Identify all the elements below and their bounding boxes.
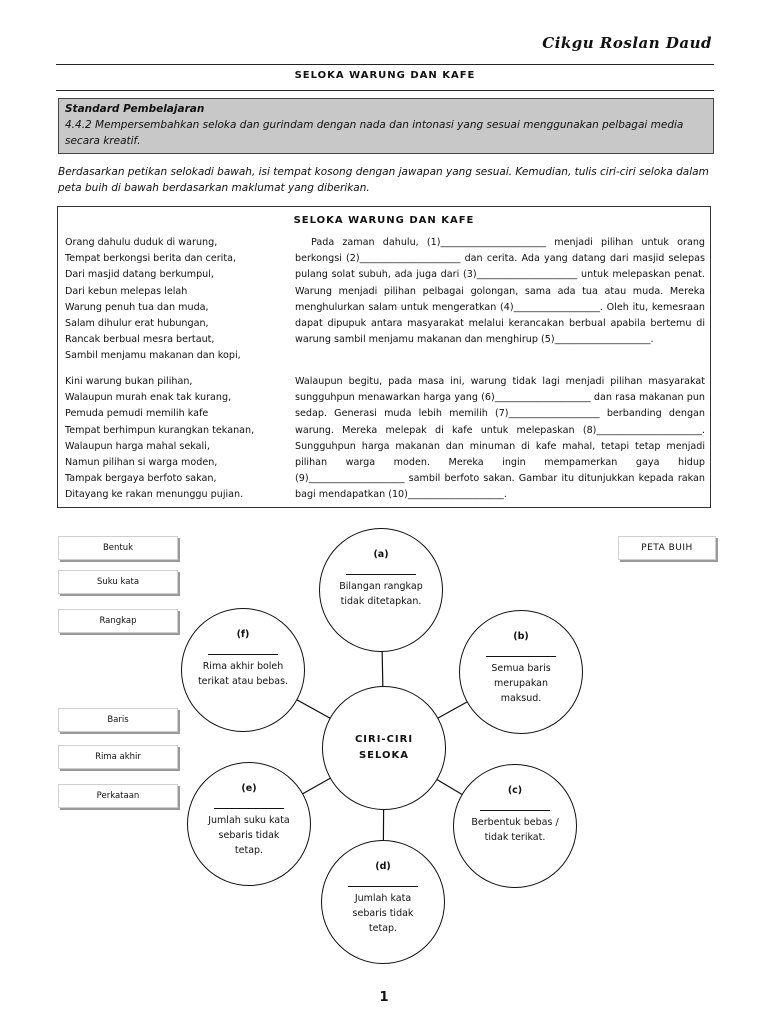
bubble-b (459, 610, 583, 734)
poem-line: Tempat berhimpun kurangkan tekanan, (65, 424, 255, 436)
poem-line: Tempat berkongsi berita dan cerita, (65, 253, 237, 265)
label-baris: Baris (58, 708, 178, 732)
center-bubble-line-2: SELOKA (358, 750, 410, 761)
poem-line: Orang dahulu duduk di warung, (65, 237, 218, 248)
bubble-e-letter: (e) (241, 783, 257, 794)
center-bubble-line-1: CIRI-CIRI (354, 734, 414, 745)
bubble-d-letter: (d) (375, 861, 391, 872)
bubble-a-text: Bilangan rangkap tidak ditetapkan. (339, 581, 423, 607)
bubble-c (453, 764, 577, 888)
poem-line: Dari kebun melepas lelah (65, 285, 188, 297)
poem-line: Dari masjid datang berkumpul, (65, 269, 214, 281)
page-number: 1 (379, 990, 389, 1005)
label-rangkap: Rangkap (58, 609, 178, 633)
bubble-a-letter: (a) (373, 549, 389, 560)
peta-buih-label: PETA BUIH (618, 536, 716, 560)
bubble-f-text: Rima akhir boleh terikat atau bebas. (197, 661, 289, 687)
poem-line: Namun pilihan si warga moden, (65, 457, 218, 469)
poem-box-title: SELOKA WARUNG DAN KAFE (293, 215, 475, 226)
document-title: SELOKA WARUNG DAN KAFE (294, 70, 476, 81)
bubble-f-letter: (f) (236, 629, 250, 640)
bubble-c-text: Berbentuk bebas / tidak terikat. (471, 817, 559, 843)
label-rima-akhir: Rima akhir (58, 745, 178, 769)
bubble-e (187, 762, 311, 886)
learning-standard-text: 4.4.2 Mempersembahkan seloka dan gurindam dengan nada dan intonasi yang sesuai menggunakan pelbagai media secara kreatif. (65, 119, 684, 147)
paragraph-1: Pada zaman dahulu, (1)______________________ menjadi pilihan untuk orang berkongsi (2)_____________________ dan cerita. Ada yang datang dari masjid selepas pulang solat subuh, ada juga dari (3)_____________________ untuk melepaskan penat. Warung menjadi pilihan pelbagai golongan, sama ada tua atau muda. Mereka menghulurkan salam untuk mengeratkan (4)__________________. Oleh itu, kemesraan dapat dipupuk antara masyarakat melalui kerancakan berbual apabila bertemu di warung sambil menjamu makanan dan menghirup (5)____________________. (295, 237, 705, 346)
poem-line: Tampak bergaya berfoto sakan, (65, 473, 217, 485)
poem-line: Salam dihulur erat hubungan, (65, 318, 209, 330)
bubble-d-text: Jumlah kata sebaris tidak tetap. (352, 893, 414, 934)
bubble-f (181, 608, 305, 732)
label-perkataan: Perkataan (58, 784, 178, 808)
bubble-c-letter: (c) (507, 785, 523, 796)
author-name: Cikgu Roslan Daud (542, 34, 712, 52)
bubble-b-letter: (b) (513, 631, 529, 642)
answer-line (348, 886, 418, 887)
answer-line (214, 808, 284, 809)
paragraph-2: Walaupun begitu, pada masa ini, warung tidak lagi menjadi pilihan masyarakat sungguhpun menawarkan harga yang (6)____________________ dan rasa makanan pun sedap. Generasi muda lebih memilih (7)___________________ berbanding dengan warung. Mereka melepak di kafe untuk melepaskan (8)______________________. Sungguhpun harga makanan dan minuman di kafe mahal, tetapi tetap menjadi pilihan warga moden. Mereka ingin mempamerkan gaya hidup (9)____________________ sambil berfoto sakan. Gambar itu ditunjukkan kepada rakan bagi mendapatkan (10)____________________. (295, 376, 705, 501)
bubble-b-text: Semua baris merupakan maksud. (491, 663, 551, 704)
answer-line (480, 810, 550, 811)
answer-line (346, 574, 416, 575)
poem-line: Walaupun harga mahal sekali, (65, 440, 210, 452)
instruction-text: Berdasarkan petikan selokadi bawah, isi tempat kosong dengan jawapan yang sesuai. Kemudian, tulis ciri-ciri seloka dalam peta buih di bawah berdasarkan maklumat yang diberikan. (58, 166, 709, 194)
answer-line (486, 656, 556, 657)
poem-line: Walaupun murah enak tak kurang, (65, 392, 232, 404)
poem-line: Ditayang ke rakan menunggu pujian. (65, 489, 244, 501)
answer-line (208, 654, 278, 655)
center-bubble (322, 686, 446, 810)
poem-line: Warung penuh tua dan muda, (65, 301, 209, 313)
poem-line: Pemuda pemudi memilih kafe (65, 408, 209, 420)
bubble-a (319, 528, 443, 652)
label-suku-kata: Suku kata (58, 570, 178, 594)
bubble-d (321, 840, 445, 964)
poem-line: Sambil menjamu makanan dan kopi, (65, 350, 241, 362)
learning-standard-heading: Standard Pembelajaran (65, 103, 205, 115)
bubble-e-text: Jumlah suku kata sebaris tidak tetap. (208, 815, 290, 856)
poem-line: Rancak berbual mesra bertaut, (65, 334, 215, 346)
poem-line: Kini warung bukan pilihan, (65, 376, 193, 387)
label-bentuk: Bentuk (58, 536, 178, 560)
